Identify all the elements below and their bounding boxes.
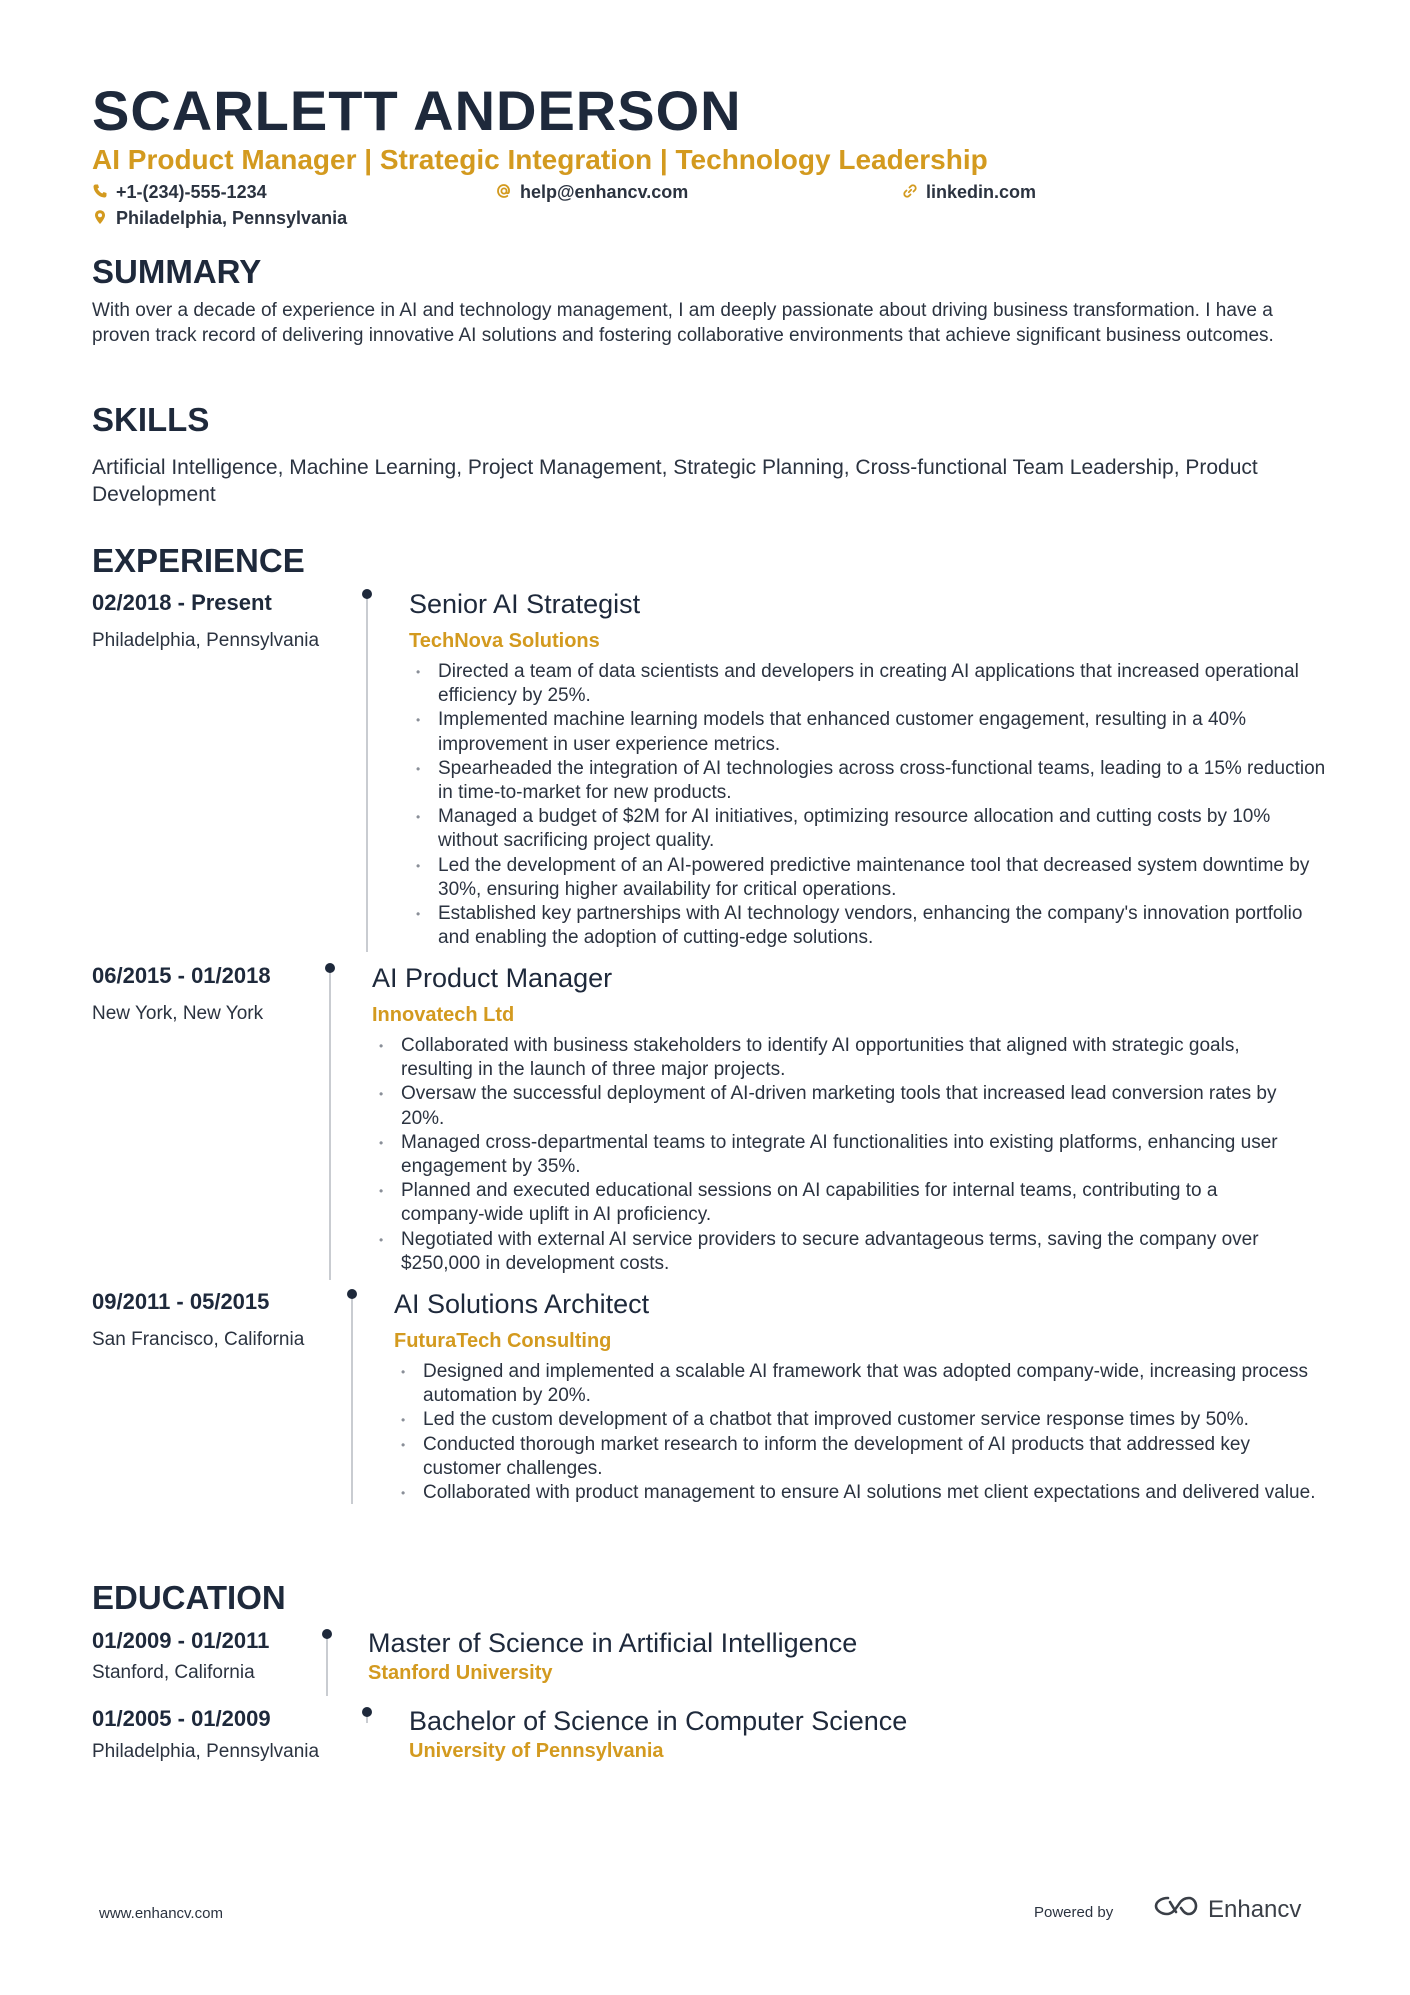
contact-linkedin[interactable] bbox=[902, 180, 1036, 204]
phone-icon bbox=[92, 183, 110, 201]
timeline-line bbox=[366, 592, 368, 952]
timeline-dot bbox=[347, 1289, 357, 1299]
list-item: • Led the custom development of a chatbot that improved customer service response times by 50%. bbox=[393, 1408, 1328, 1432]
timeline-line bbox=[329, 966, 331, 1280]
footer-url[interactable]: www.enhancv.com bbox=[99, 1905, 223, 1922]
experience-location: San Francisco, California bbox=[92, 1329, 305, 1350]
powered-by-label: Powered by bbox=[1034, 1904, 1114, 1921]
timeline-dot bbox=[362, 589, 372, 599]
experience-location: New York, New York bbox=[92, 1003, 264, 1024]
enhancv-logo-icon bbox=[1152, 1893, 1200, 1926]
experience-date: 09/2011 - 05/2015 bbox=[92, 1289, 270, 1314]
list-item: • Directed a team of data scientists and developers in creating AI applications that increased operational efficiency by 25%. bbox=[408, 660, 1328, 708]
list-item: • Spearheaded the integration of AI technologies across cross-functional teams, leading to a 15% reduction in time-to-market for new products. bbox=[408, 757, 1328, 805]
list-item: • Oversaw the successful deployment of AI-driven marketing tools that increased lead conversion rates by 20%. bbox=[371, 1082, 1301, 1130]
education-location: Stanford, California bbox=[92, 1662, 255, 1683]
brand-name: Enhancv bbox=[1208, 1895, 1302, 1923]
list-item: • Established key partnerships with AI technology vendors, enhancing the company's innovation portfolio and enabling the adoption of cutting-edge solutions. bbox=[408, 902, 1328, 950]
experience-company: TechNova Solutions bbox=[409, 630, 600, 652]
phone-text: +1-(234)-555-1234 bbox=[116, 182, 267, 202]
contact-phone[interactable] bbox=[92, 180, 267, 204]
experience-bullets bbox=[371, 1034, 1301, 1276]
list-item: • Designed and implemented a scalable AI framework that was adopted company-wide, increasing process automation by 20%. bbox=[393, 1360, 1328, 1408]
list-item: • Planned and executed educational sessions on AI capabilities for internal teams, contributing to a company-wide uplift in AI proficiency. bbox=[371, 1179, 1301, 1227]
experience-role: Senior AI Strategist bbox=[409, 589, 641, 619]
experience-bullets bbox=[408, 660, 1328, 950]
summary-heading: SUMMARY bbox=[92, 253, 262, 290]
summary-text: With over a decade of experience in AI and technology management, I am deeply passionate about driving business transformation. I have a proven track record of delivering innovative AI solutions and fostering collaborative environments that achieve significant business outcomes. bbox=[92, 300, 1274, 346]
experience-role: AI Solutions Architect bbox=[394, 1289, 650, 1319]
list-item: • Managed a budget of $2M for AI initiatives, optimizing resource allocation and cutting costs by 10% without sacrificing project quality. bbox=[408, 805, 1328, 853]
list-item: • Negotiated with external AI service providers to secure advantageous terms, saving the company over $250,000 in development costs. bbox=[371, 1228, 1301, 1276]
timeline-dot bbox=[362, 1707, 372, 1717]
linkedin-text: linkedin.com bbox=[926, 182, 1037, 202]
timeline-dot bbox=[322, 1629, 332, 1639]
location-text: Philadelphia, Pennsylvania bbox=[116, 208, 348, 228]
education-degree: Bachelor of Science in Computer Science bbox=[409, 1706, 908, 1736]
candidate-name: SCARLETT ANDERSON bbox=[92, 79, 742, 142]
experience-location: Philadelphia, Pennsylvania bbox=[92, 630, 320, 651]
experience-date: 06/2015 - 01/2018 bbox=[92, 963, 271, 988]
list-item: • Collaborated with product management to ensure AI solutions met client expectations and delivered value. bbox=[393, 1481, 1328, 1505]
education-date: 01/2009 - 01/2011 bbox=[92, 1628, 270, 1653]
list-item: • Conducted thorough market research to inform the development of AI products that addressed key customer challenges. bbox=[393, 1433, 1328, 1481]
contact-email[interactable] bbox=[496, 180, 688, 204]
timeline-dot bbox=[325, 963, 335, 973]
email-text: help@enhancv.com bbox=[520, 182, 689, 202]
skills-heading: SKILLS bbox=[92, 401, 210, 438]
list-item: • Implemented machine learning models that enhanced customer engagement, resulting in a 40% improvement in user experience metrics. bbox=[408, 708, 1328, 756]
experience-company: FuturaTech Consulting bbox=[394, 1330, 612, 1352]
at-icon bbox=[496, 183, 514, 201]
timeline-line bbox=[326, 1632, 328, 1696]
education-degree: Master of Science in Artificial Intelligence bbox=[368, 1628, 858, 1658]
experience-company: Innovatech Ltd bbox=[372, 1004, 515, 1026]
experience-heading: EXPERIENCE bbox=[92, 542, 305, 579]
candidate-title: AI Product Manager | Strategic Integration | Technology Leadership bbox=[92, 144, 988, 175]
education-date: 01/2005 - 01/2009 bbox=[92, 1706, 271, 1731]
education-heading: EDUCATION bbox=[92, 1579, 286, 1616]
experience-bullets bbox=[393, 1360, 1328, 1505]
education-school: University of Pennsylvania bbox=[409, 1740, 664, 1762]
link-icon bbox=[902, 183, 920, 201]
skills-text: Artificial Intelligence, Machine Learning, Project Management, Strategic Planning, Cross-functional Team Leadership, Product Development bbox=[92, 456, 1258, 506]
pin-icon bbox=[92, 209, 110, 227]
enhancv-brand[interactable] bbox=[1152, 1893, 1301, 1926]
experience-date: 02/2018 - Present bbox=[92, 590, 272, 615]
experience-role: AI Product Manager bbox=[372, 963, 613, 993]
contact-location bbox=[92, 206, 347, 230]
list-item: • Collaborated with business stakeholders to identify AI opportunities that aligned with strategic goals, resulting in the launch of three major projects. bbox=[371, 1034, 1301, 1082]
list-item: • Led the development of an AI-powered predictive maintenance tool that decreased system downtime by 30%, ensuring higher availability for critical operations. bbox=[408, 854, 1328, 902]
timeline-line bbox=[351, 1292, 353, 1504]
education-school: Stanford University bbox=[368, 1662, 553, 1684]
education-location: Philadelphia, Pennsylvania bbox=[92, 1741, 320, 1762]
list-item: • Managed cross-departmental teams to integrate AI functionalities into existing platforms, enhancing user engagement by 35%. bbox=[371, 1131, 1301, 1179]
